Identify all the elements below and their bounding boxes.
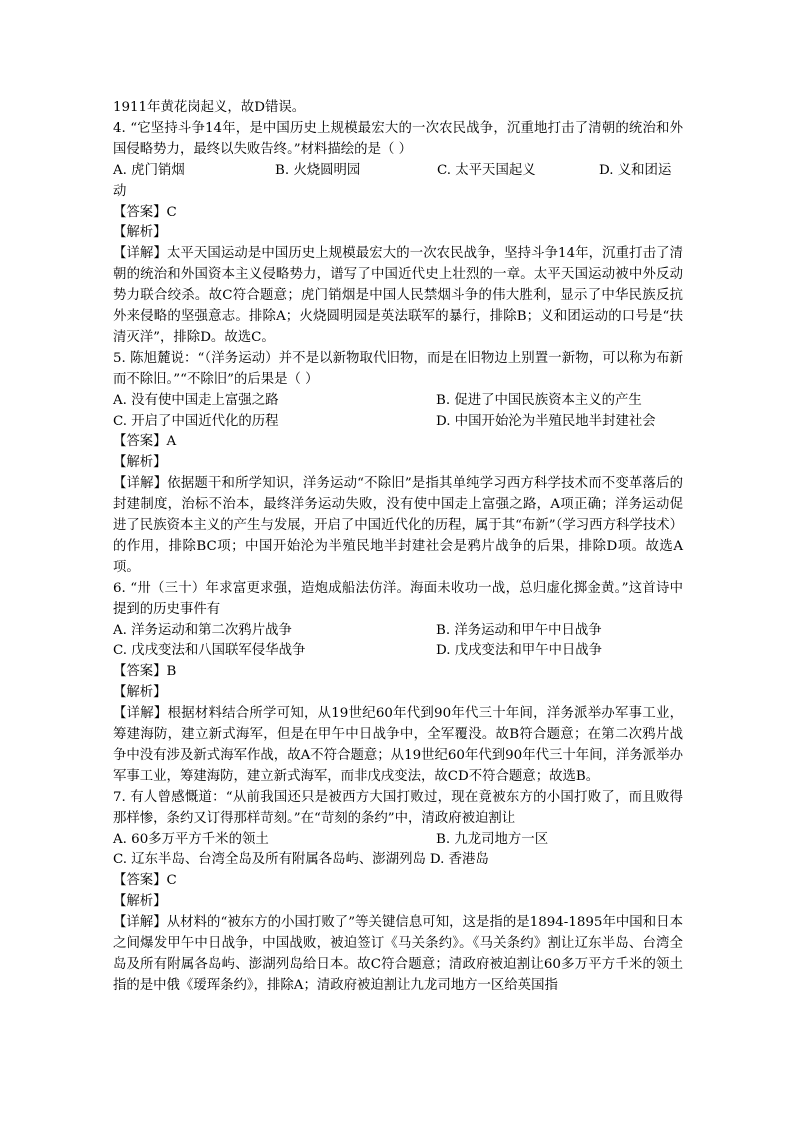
analysis-label: 【解析】 [113,455,167,471]
option-d: D. 义和团运动 [113,162,672,199]
option-a: A. 虎门销烟 [113,162,185,178]
question-4 [113,119,683,349]
detail-explanation: 【详解】太平天国运动是中国历史上规模最宏大的一次农民战争，坚持斗争14年，沉重打击了清朝的统治和外国资本主义侵略势力，谱写了中国近代史上壮烈的一章。太平天国运动被中外反动势力联合绞杀。故C符合题意；虎门销烟是中国人民禁烟斗争的伟大胜利，显示了中华民族反抗外来侵略的坚强意志。排除A；火烧圆明园是英法联军的暴行，排除B；义和团运动的口号是“扶清灭洋”，排除D。故选C。 [113,246,683,345]
option-list [113,161,683,203]
question-5 [113,349,683,579]
analysis-label: 【解析】 [113,225,167,241]
option-c: C. 开启了中国近代化的历程 [113,413,279,429]
option-d: D. 戊戌变法和甲午中日战争 [436,643,603,659]
analysis-label: 【解析】 [113,685,167,701]
option-row [113,621,683,642]
option-row [113,412,683,433]
question-stem: 4. “它坚持斗争14年，是中国历史上规模最宏大的一次农民战争，沉重地打击了清朝的统治和外国侵略势力，最终以失败告终。”材料描绘的是（ ） [113,120,683,157]
option-a: A. 60多万平方千米的领土 [113,831,269,847]
document-page [113,98,683,997]
question-6 [113,579,683,788]
answer-label: 【答案】C [113,204,177,220]
question-stem: 6. “卅（三十）年求富更求强，造炮成船法仿洋。海面未收功一战，总归虚化掷金黄。”这首诗中提到的历史事件有 [113,580,683,617]
detail-explanation: 【详解】从材料的“被东方的小国打败了”等关键信息可知，这是指的是1894-1895年中国和日本之间爆发甲午中日战争，中国战败，被迫签订《马关条约》。《马关条约》割让辽东半岛、台湾全岛及所有附属各岛屿、澎湖列岛给日本。故C符合题意；清政府被迫割让60多万平方千米的领土指的是中俄《瑷珲条约》，排除A；清政府被迫割让九龙司地方一区给英国指 [113,915,683,993]
detail-explanation: 【详解】根据材料结合所学可知，从19世纪60年代到90年代三十年间，洋务派举办军事工业，筹建海防，建立新式海军，但是在甲午中日战争中，全军覆没。故B符合题意；在第二次鸦片战争中没有涉及新式海军作战，故A不符合题意；从19世纪60年代到90年代三十年间，洋务派举办军事工业，筹建海防，建立新式海军，而非戊戌变法，故CD不符合题意；故选B。 [113,706,683,784]
option-a: A. 没有使中国走上富强之路 [113,392,279,408]
question-stem: 7. 有人曾感慨道：“从前我国还只是被西方大国打败过，现在竟被东方的小国打败了，而且败得那样惨，条约又订得那样苛刻。”在“苛刻的条约”中，清政府被迫割让 [113,789,683,826]
option-b: B. 促进了中国民族资本主义的产生 [436,392,642,408]
answer-label: 【答案】A [113,434,177,450]
option-row [113,391,683,412]
option-row [113,830,683,851]
detail-explanation: 【详解】依据题干和所学知识，洋务运动“不除旧”是指其单纯学习西方科学技术而不变革落后的封建制度，治标不治本，最终洋务运动失败，没有使中国走上富强之路，A项正确；洋务运动促进了民族资本主义的产生与发展，开启了中国近代化的历程，属于其“布新”（学习西方科学技术）的作用，排除BC项；中国开始沦为半殖民地半封建社会是鸦片战争的后果，排除D项。故选A项。 [113,476,683,575]
question-7 [113,788,683,997]
option-c: C. 戊戌变法和八国联军侵华战争 [113,643,306,659]
option-d: D. 香港岛 [429,852,489,868]
option-row [113,850,683,871]
option-c: C. 辽东半岛、台湾全岛及所有附属各岛屿、澎湖列岛 [113,852,426,868]
option-d: D. 中国开始沦为半殖民地半封建社会 [436,413,656,429]
question-stem: 5. 陈旭麓说：“（洋务运动）并不是以新物取代旧物，而是在旧物边上别置一新物，可以称为布新而不除旧。”“不除旧”的后果是（ ） [113,350,683,387]
option-a: A. 洋务运动和第二次鸦片战争 [113,622,292,638]
option-c: C. 太平天国起义 [437,162,536,178]
option-b: B. 九龙司地方一区 [436,831,549,847]
answer-label: 【答案】B [113,664,177,680]
analysis-label: 【解析】 [113,894,167,910]
option-b: B. 洋务运动和甲午中日战争 [436,622,602,638]
option-row [113,641,683,662]
answer-label: 【答案】C [113,873,177,889]
option-b: B. 火烧圆明园 [275,162,361,178]
previous-explanation-tail: 1911年黄花岗起义，故D错误。 [113,100,306,115]
